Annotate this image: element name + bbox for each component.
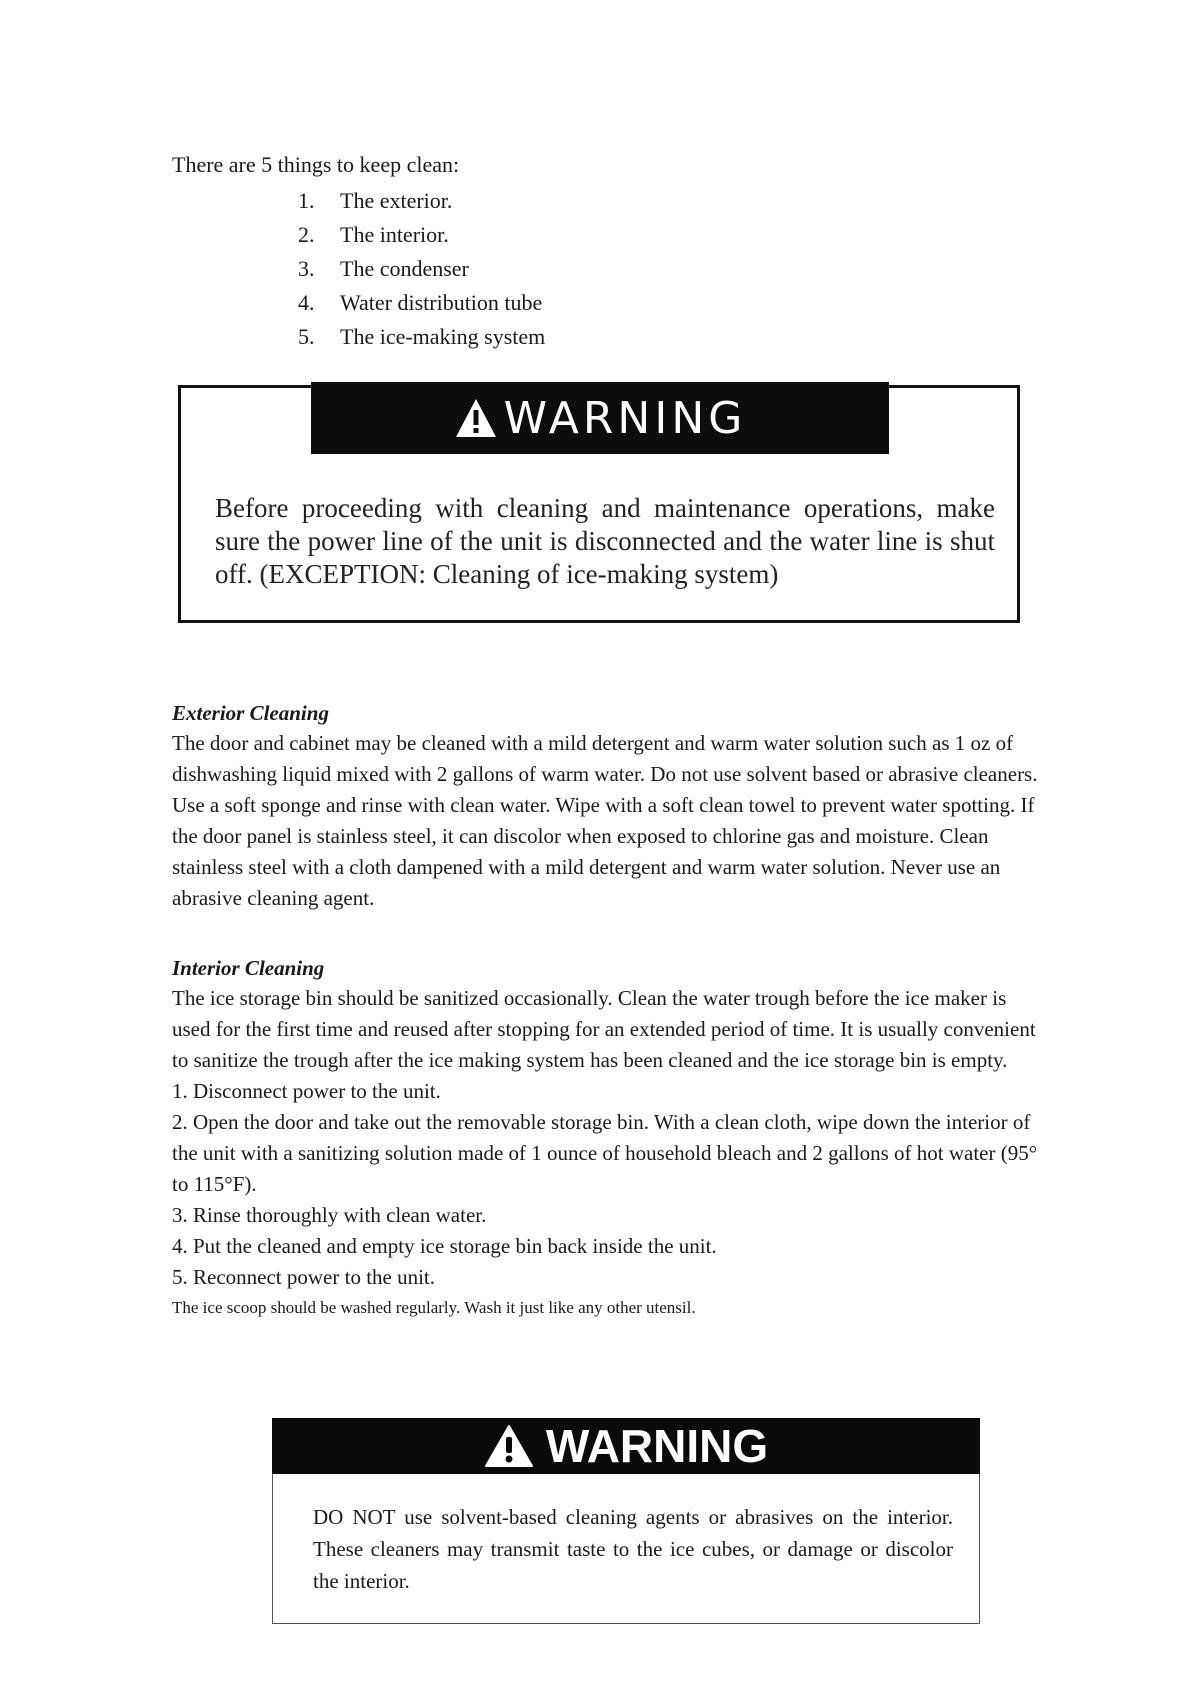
list-item [298,218,545,252]
warning-text: DO NOT use solvent-based cleaning agents or abrasives on the interior. These cleaners may transmit taste to the ice cubes, or damage or discolor the interior. [313,1505,953,1593]
warning-box-power [178,385,1020,623]
interior-cleaning-section [172,953,1042,1321]
list-item [298,320,545,354]
warning-header [311,382,889,454]
section-body: The door and cabinet may be cleaned with a mild detergent and warm water solution such as 1 oz of dishwashing liquid mixed with 2 gallons of warm water. Do not use solvent based or abrasive cleaners. Use a soft sponge and rinse with clean water. Wipe with a soft clean towel to prevent water spotting. If the door panel is stainless steel, it can discolor when exposed to chlorine gas and moisture. Clean stainless steel with a cloth dampened with a mild detergent and warm water solution. Never use an abrasive cleaning agent. [172,731,1038,910]
exterior-cleaning-section [172,698,1042,914]
step-item: 2. Open the door and take out the removable storage bin. With a clean cloth, wipe down the interior of the unit with a sanitizing solution made of 1 ounce of household bleach and 2 gallons of hot water (95° to 115°F). [172,1110,1038,1196]
warning-header [272,1418,980,1474]
list-item [298,286,545,320]
list-number: 3. [298,256,315,281]
warning-title: WARNING [503,392,747,444]
list-item [298,252,545,286]
step-item: 3. Rinse thoroughly with clean water. [172,1203,487,1227]
warning-triangle-icon [484,1423,534,1469]
list-number: 1. [298,188,315,213]
list-text: The interior. [340,222,449,247]
section-title: Exterior Cleaning [172,701,329,725]
list-text: The exterior. [340,188,453,213]
list-number: 5. [298,324,315,349]
warning-title: WARNING [545,1420,769,1472]
things-list [298,184,545,354]
list-text: Water distribution tube [340,290,543,315]
warning-text: Before proceeding with cleaning and maintenance operations, make sure the power line of the unit is disconnected and the water line is shut off. (EXCEPTION: Cleaning of ice-making system) [215,493,995,589]
section-body: The ice storage bin should be sanitized occasionally. Clean the water trough before the ice maker is used for the first time and reused after stopping for an extended period of time. It is usually convenient to sanitize the trough after the ice making system has been cleaned and the ice storage bin is empty. [172,986,1036,1072]
section-title: Interior Cleaning [172,956,325,980]
list-text: The condenser [340,256,469,281]
step-item: 5. Reconnect power to the unit. [172,1265,436,1289]
list-number: 2. [298,222,315,247]
list-text: The ice-making system [340,324,546,349]
scoop-note: The ice scoop should be washed regularly. Wash it just like any other utensil. [172,1298,696,1317]
warning-box-solvents [272,1418,980,1624]
intro-text: There are 5 things to keep clean: [172,152,460,177]
list-item [298,184,545,218]
step-item: 1. Disconnect power to the unit. [172,1079,441,1103]
step-item: 4. Put the cleaned and empty ice storage bin back inside the unit. [172,1234,717,1258]
list-number: 4. [298,290,315,315]
warning-triangle-icon [454,396,498,440]
cleaning-steps [172,1076,1042,1293]
